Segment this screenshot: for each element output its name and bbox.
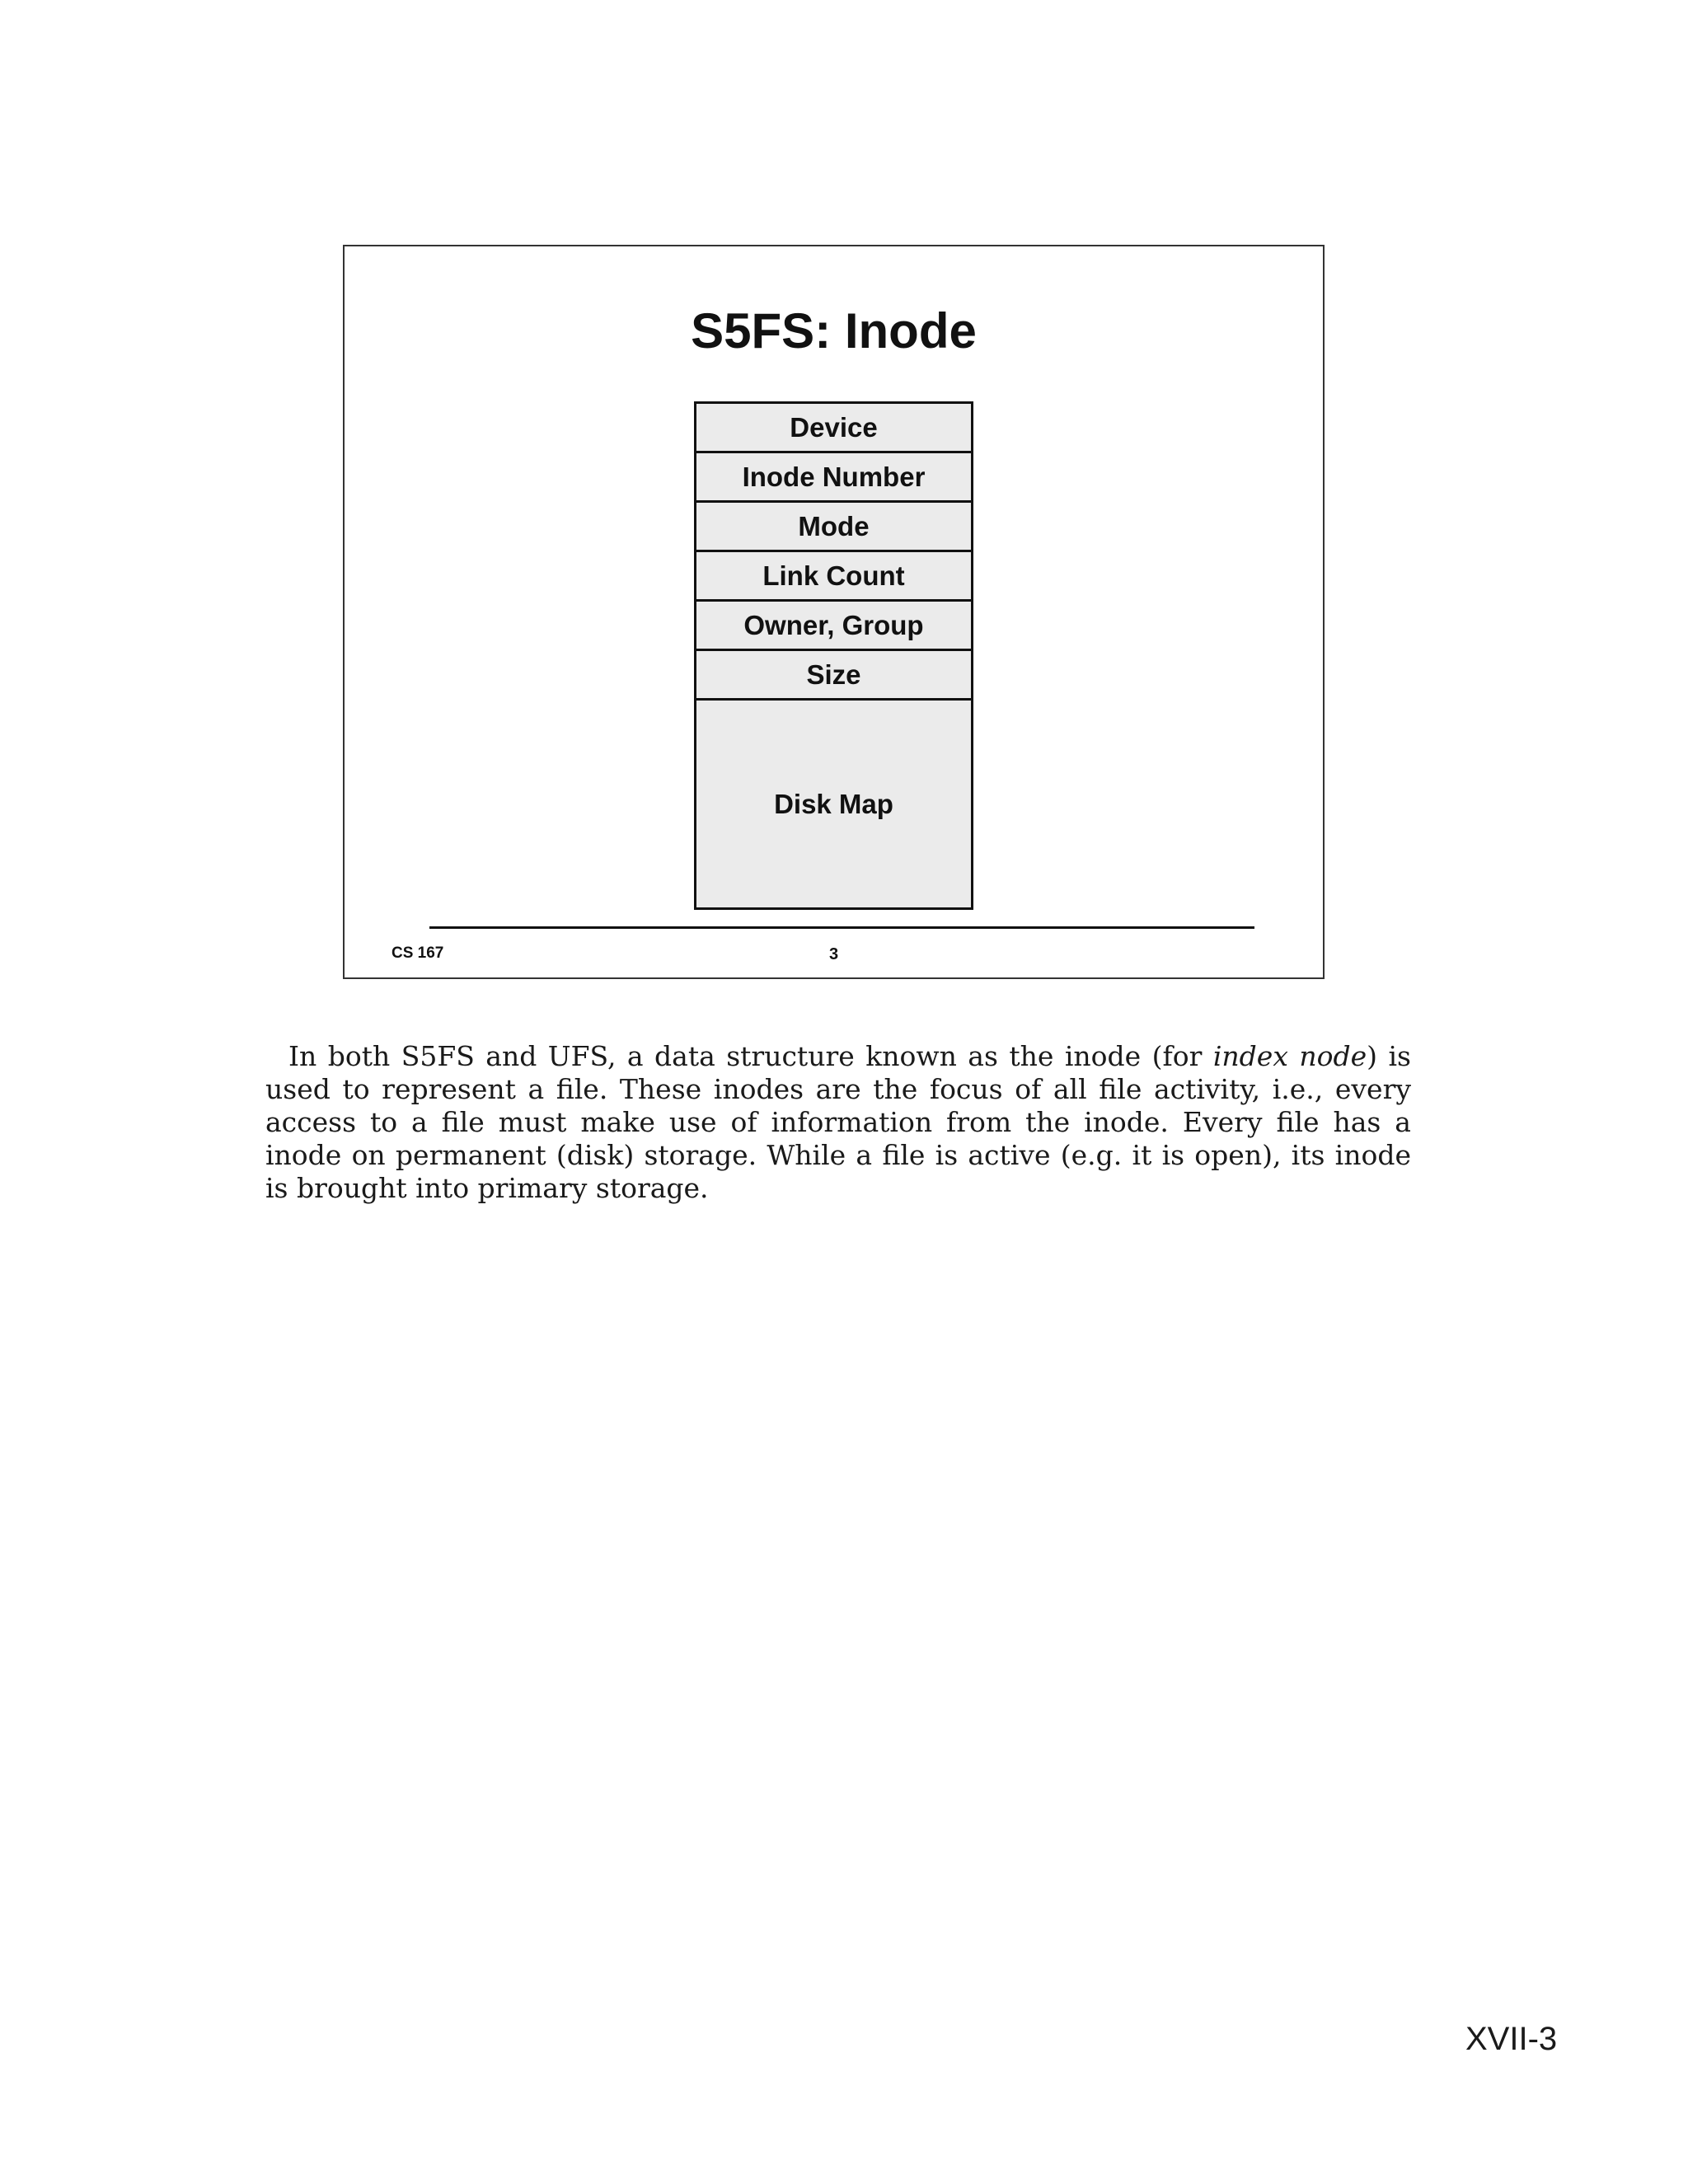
slide-footer-rule <box>429 926 1254 929</box>
body-text-italic: index node <box>1212 1040 1367 1072</box>
page-number: XVII-3 <box>1465 2021 1558 2057</box>
inode-field-link-count: Link Count <box>696 552 971 602</box>
slide-figure <box>343 245 1325 979</box>
inode-field-mode: Mode <box>696 503 971 552</box>
inode-field-device: Device <box>696 404 971 453</box>
slide-footer-number: 3 <box>828 945 839 963</box>
inode-field-disk-map: Disk Map <box>774 788 893 819</box>
body-text-start: In both S5FS and UFS, a data structure known as the inode (for <box>288 1040 1213 1072</box>
inode-field-size: Size <box>696 651 971 701</box>
inode-structure-diagram <box>694 401 973 910</box>
inode-field-owner-group: Owner, Group <box>696 602 971 651</box>
body-paragraph <box>265 1040 1411 1205</box>
slide-footer-course: CS 167 <box>392 944 444 962</box>
slide-title: S5FS: Inode <box>691 303 977 359</box>
inode-field-inode-number: Inode Number <box>696 453 971 503</box>
body-text-end: ) is used to represent a file. These inodes are the focus of all file activity, i.e., every access to a file must make use of information from the inode. Every file has a inode on permanent (disk) storage. While a file is active (e.g. it is open), its inode is brought into primary storage. <box>265 1040 1411 1204</box>
